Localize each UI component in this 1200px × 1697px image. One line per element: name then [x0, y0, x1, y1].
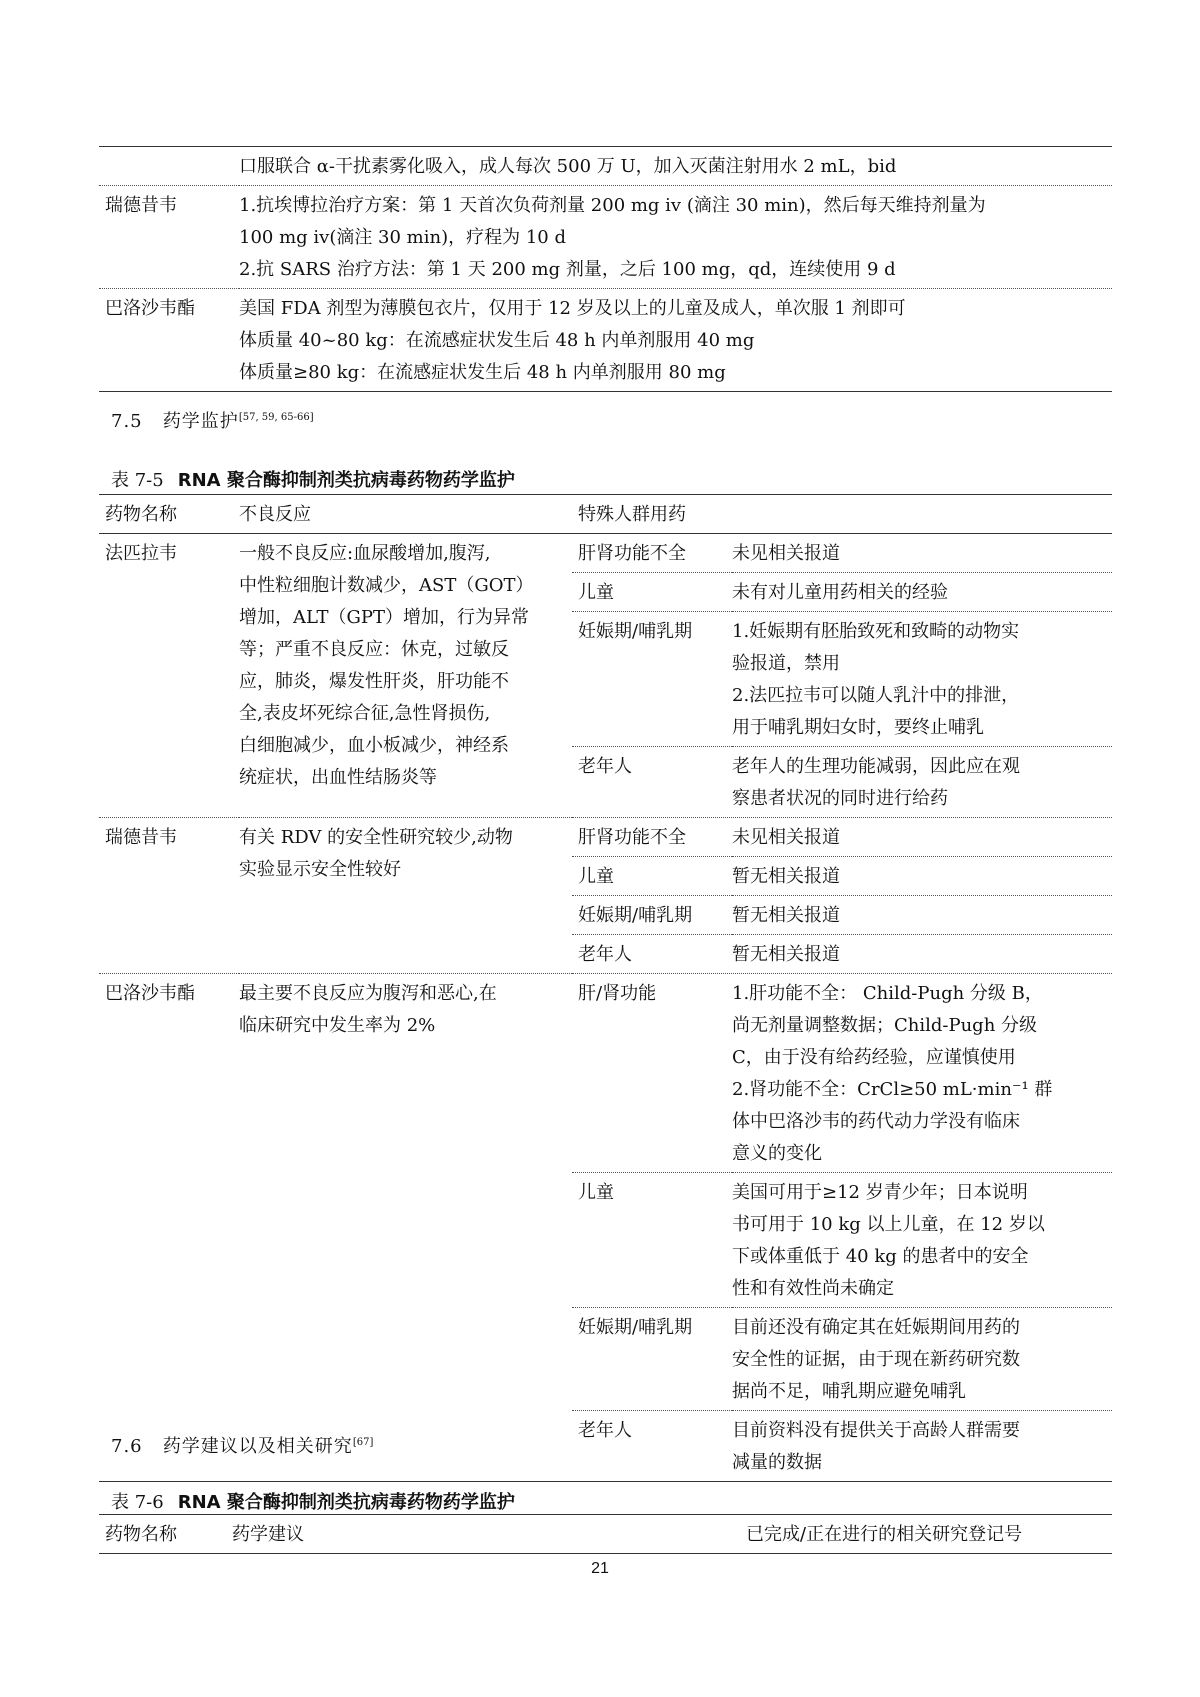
table-7-6-caption: 表 7-6 RNA 聚合酶抑制剂类抗病毒药物药学监护 — [111, 1492, 515, 1513]
special-population-row — [572, 612, 1112, 747]
special-population-row — [572, 573, 1112, 612]
population-note — [732, 935, 1112, 974]
text-line: 白细胞减少，血小板减少，神经系 — [239, 735, 509, 756]
drug-name-cell — [99, 147, 239, 186]
population-note — [732, 896, 1112, 935]
note-text — [732, 1415, 1112, 1479]
special-population-row — [572, 974, 1112, 1173]
dosage-text — [239, 293, 1112, 389]
monitoring-table-7-5 — [99, 494, 1112, 1482]
population-label: 儿童 — [572, 573, 732, 612]
special-population-row — [572, 896, 1112, 935]
header-pharmacy-advice: 药学建议 — [232, 1515, 746, 1554]
text-line: 未见相关报道 — [732, 543, 840, 564]
note-text — [732, 900, 1112, 932]
special-population-cell — [572, 818, 1112, 974]
header-study-registration: 已完成/正在进行的相关研究登记号 — [746, 1515, 1112, 1554]
adverse-text — [239, 822, 562, 886]
table-row — [99, 289, 1112, 392]
table-row — [99, 534, 1112, 818]
special-population-table — [572, 534, 1112, 817]
note-text — [732, 577, 1112, 609]
population-note — [732, 534, 1112, 573]
adverse-reaction-cell — [239, 818, 572, 974]
page-number: 21 — [591, 1560, 609, 1577]
adverse-reaction-cell — [239, 974, 572, 1482]
text-line: 100 mg iv(滴注 30 min)，疗程为 10 d — [239, 227, 566, 248]
special-population-row — [572, 747, 1112, 818]
population-note — [732, 573, 1112, 612]
table-row — [99, 186, 1112, 289]
text-line: 老年人的生理功能减弱，因此应在观 — [732, 756, 1020, 777]
dosage-cell — [239, 186, 1112, 289]
text-line: 有关 RDV 的安全性研究较少,动物 — [239, 827, 513, 848]
text-line: 用于哺乳期妇女时，要终止哺乳 — [732, 717, 984, 738]
text-line: 临床研究中发生率为 2% — [239, 1015, 436, 1036]
adverse-text — [239, 978, 562, 1042]
section-heading-7-5: 7.5 药学监护[57, 59, 65-66] — [111, 411, 314, 432]
text-line: 未有对儿童用药相关的经验 — [732, 582, 948, 603]
text-line: 应，肺炎，爆发性肝炎，肝功能不 — [239, 671, 509, 692]
dosage-text — [239, 151, 1112, 183]
text-line: 增加，ALT（GPT）增加，行为异常 — [239, 607, 529, 628]
table-row — [99, 147, 1112, 186]
text-line: 体质量 40~80 kg：在流感症状发生后 48 h 内单剂服用 40 mg — [239, 330, 755, 351]
text-line: 目前资料没有提供关于高龄人群需要 — [732, 1420, 1020, 1441]
dosage-cell — [239, 147, 1112, 186]
dosage-text — [239, 190, 1112, 286]
text-line: 暂无相关报道 — [732, 866, 840, 887]
note-text — [732, 822, 1112, 854]
text-line: 体质量≥80 kg：在流感症状发生后 48 h 内单剂服用 80 mg — [239, 362, 726, 383]
population-note — [732, 1173, 1112, 1308]
note-text — [732, 751, 1112, 815]
text-line: 暂无相关报道 — [732, 944, 840, 965]
note-text — [732, 616, 1112, 744]
table-7-5-caption: 表 7-5 RNA 聚合酶抑制剂类抗病毒药物药学监护 — [111, 470, 515, 491]
text-line: 1.妊娠期有胚胎致死和致畸的动物实 — [732, 621, 1020, 642]
population-note — [732, 1411, 1112, 1482]
text-line: 1.肝功能不全： Child-Pugh 分级 B， — [732, 983, 1043, 1004]
population-note — [732, 1308, 1112, 1411]
population-label: 肝肾功能不全 — [578, 543, 686, 564]
text-line: 中性粒细胞计数减少，AST（GOT） — [239, 575, 534, 596]
population-label: 老年人 — [572, 747, 732, 818]
population-note — [732, 974, 1112, 1173]
population-label: 肝/肾功能 — [578, 983, 657, 1004]
drug-name-cell: 瑞德昔韦 — [99, 186, 239, 289]
text-line: 实验显示安全性较好 — [239, 859, 401, 880]
population-label: 儿童 — [572, 857, 732, 896]
text-line: 未见相关报道 — [732, 827, 840, 848]
recommendation-table-7-6 — [99, 1514, 1112, 1554]
table-row — [99, 818, 1112, 974]
special-population-row — [572, 1308, 1112, 1411]
text-line: 安全性的证据，由于现在新药研究数 — [732, 1349, 1020, 1370]
special-population-row — [572, 1173, 1112, 1308]
special-population-row — [572, 935, 1112, 974]
population-label: 儿童 — [572, 1173, 732, 1308]
text-line: 体中巴洛沙韦的药代动力学没有临床 — [732, 1111, 1020, 1132]
text-line: 美国可用于≥12 岁青少年；日本说明 — [732, 1182, 1028, 1203]
note-text — [732, 1177, 1112, 1305]
text-line: 全,表皮坏死综合征,急性肾损伤, — [239, 703, 491, 724]
text-line: 尚无剂量调整数据；Child-Pugh 分级 — [732, 1015, 1038, 1036]
section-7-6-refs: [67] — [352, 1437, 374, 1448]
header-adverse-reactions: 不良反应 — [239, 495, 572, 534]
text-line: 口服联合 α-干扰素雾化吸入，成人每次 500 万 U，加入灭菌注射用水 2 mL，bid — [239, 156, 897, 177]
special-population-row — [572, 1411, 1112, 1482]
text-line: 等；严重不良反应：休克，过敏反 — [239, 639, 509, 660]
text-line: 性和有效性尚未确定 — [732, 1278, 894, 1299]
note-text — [732, 939, 1112, 971]
section-heading-7-6: 7.6 药学建议以及相关研究[67] — [111, 1436, 374, 1457]
note-text — [732, 861, 1112, 893]
note-text — [732, 538, 1112, 570]
population-label: 妊娠期/哺乳期 — [572, 1308, 732, 1411]
text-line: 目前还没有确定其在妊娠期间用药的 — [732, 1317, 1020, 1338]
dosage-cell — [239, 289, 1112, 392]
text-line: 一般不良反应:血尿酸增加,腹泻, — [239, 543, 491, 564]
table-row — [99, 974, 1112, 1482]
text-line: 2.抗 SARS 治疗方法：第 1 天 200 mg 剂量，之后 100 mg，qd，连续使用 9 d — [239, 259, 896, 280]
text-line: 书可用于 10 kg 以上儿童，在 12 岁以 — [732, 1214, 1045, 1235]
text-line: 2.肾功能不全：CrCl≥50 mL·min⁻¹ 群 — [732, 1079, 1053, 1100]
drug-name-cell: 瑞德昔韦 — [99, 818, 239, 974]
text-line: 据尚不足，哺乳期应避免哺乳 — [732, 1381, 966, 1402]
text-line: 验报道，禁用 — [732, 653, 840, 674]
special-population-row — [572, 857, 1112, 896]
text-line: 减量的数据 — [732, 1452, 822, 1473]
header-special-populations: 特殊人群用药 — [572, 495, 1112, 534]
population-note — [732, 818, 1112, 857]
text-line: 察患者状况的同时进行给药 — [732, 788, 948, 809]
population-label: 妊娠期/哺乳期 — [572, 612, 732, 747]
text-line: 暂无相关报道 — [732, 905, 840, 926]
text-line: 统症状，出血性结肠炎等 — [239, 767, 437, 788]
note-text — [732, 978, 1112, 1170]
note-text — [732, 1312, 1112, 1408]
drug-name-cell: 法匹拉韦 — [99, 534, 239, 818]
population-note — [732, 747, 1112, 818]
text-line: 最主要不良反应为腹泻和恶心,在 — [239, 983, 497, 1004]
population-note — [732, 857, 1112, 896]
section-7-5-refs: [57, 59, 65-66] — [238, 412, 314, 423]
adverse-text — [239, 538, 562, 794]
drug-name-cell: 巴洛沙韦酯 — [99, 289, 239, 392]
special-population-cell — [572, 974, 1112, 1482]
population-label: 老年人 — [572, 935, 732, 974]
text-line: 意义的变化 — [732, 1143, 822, 1164]
population-label: 妊娠期/哺乳期 — [572, 896, 732, 935]
header-drug-name-7-6: 药物名称 — [99, 1515, 232, 1554]
special-population-row — [572, 818, 1112, 857]
special-population-cell — [572, 534, 1112, 818]
drug-name-cell: 巴洛沙韦酯 — [99, 974, 239, 1482]
dosage-table-continued — [99, 146, 1112, 392]
text-line: 1.抗埃博拉治疗方案：第 1 天首次负荷剂量 200 mg iv (滴注 30 min)，然后每天维持剂量为 — [239, 195, 986, 216]
special-population-row — [572, 534, 1112, 573]
text-line: C，由于没有给药经验，应谨慎使用 — [732, 1047, 1016, 1068]
text-line: 下或体重低于 40 kg 的患者中的安全 — [732, 1246, 1029, 1267]
population-label: 肝肾功能不全 — [578, 827, 686, 848]
population-note — [732, 612, 1112, 747]
header-drug-name: 药物名称 — [99, 495, 239, 534]
text-line: 美国 FDA 剂型为薄膜包衣片，仅用于 12 岁及以上的儿童及成人，单次服 1 剂即可 — [239, 298, 906, 319]
special-population-table — [572, 974, 1112, 1481]
text-line: 2.法匹拉韦可以随人乳汁中的排泄， — [732, 685, 1020, 706]
adverse-reaction-cell — [239, 534, 572, 818]
population-label: 老年人 — [572, 1411, 732, 1482]
special-population-table — [572, 818, 1112, 973]
